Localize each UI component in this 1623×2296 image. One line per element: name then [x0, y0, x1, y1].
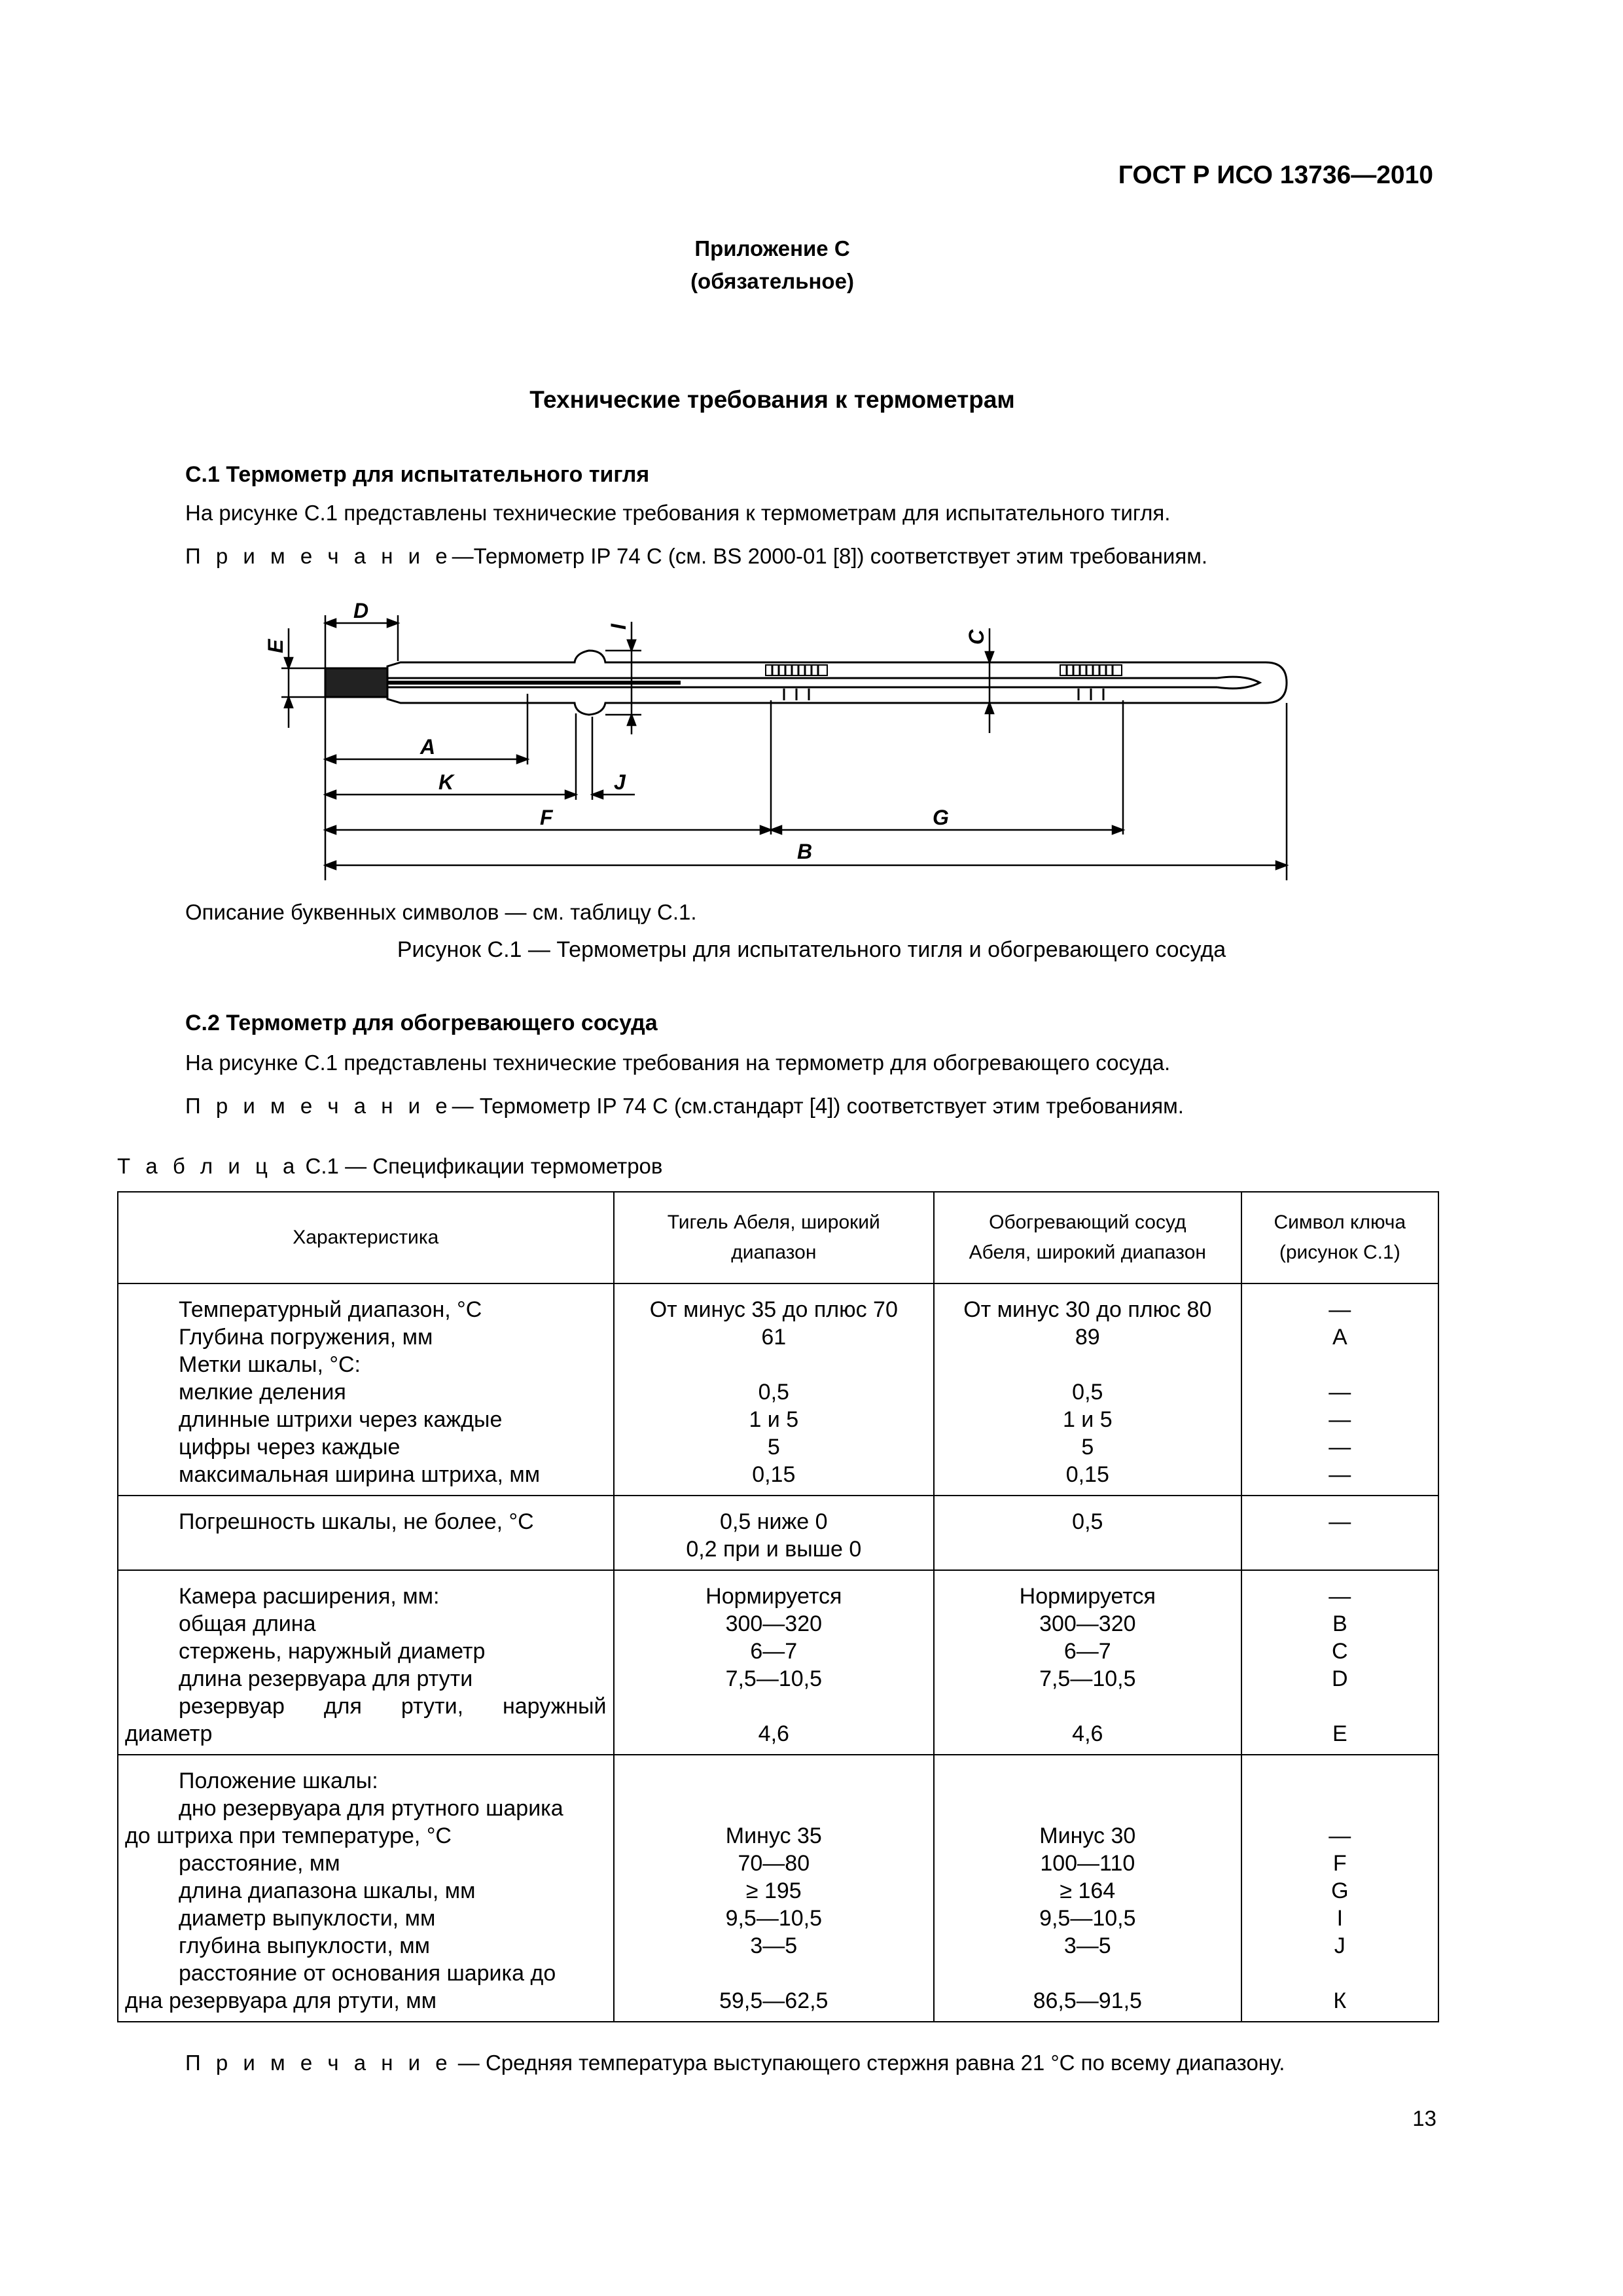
label-i: I [607, 624, 630, 630]
footer-note-label: П р и м е ч а н и е [185, 2051, 452, 2075]
table-caption-text: С.1 — Спецификации термометров [299, 1154, 663, 1178]
table-row [118, 1283, 1438, 1496]
mercury-bulb [325, 668, 387, 697]
annex-title: Приложение С [694, 236, 850, 260]
label-j: J [614, 770, 626, 794]
label-c: C [965, 629, 988, 645]
table-row [118, 1496, 1438, 1570]
label-g: G [933, 806, 949, 829]
figure-caption: Рисунок С.1 — Термометры для испытательного тигля и обогревающего сосуда [397, 937, 1226, 962]
cell-crucible: От минус 35 до плюс 70 61 0,5 1 и 5 5 0,15 [614, 1283, 934, 1496]
document-number: ГОСТ Р ИСО 13736—2010 [1118, 161, 1433, 189]
table-caption-label: Т а б л и ц а [117, 1154, 300, 1178]
thermometer-drawing [325, 651, 1287, 715]
label-b: B [797, 840, 813, 863]
spec-table [117, 1191, 1439, 2022]
label-a: A [420, 735, 436, 759]
cell-key: — [1241, 1496, 1438, 1570]
c1-heading: С.1 Термометр для испытательного тигля [185, 462, 650, 487]
c2-note-text: — Термометр IP 74 С (см.стандарт [4]) соответствует этим требованиям. [452, 1094, 1184, 1118]
c2-heading: С.2 Термометр для обогревающего сосуда [185, 1011, 658, 1035]
cell-key: — А — — — — [1241, 1283, 1438, 1496]
label-k: K [438, 770, 454, 794]
header-abel-vessel: Обогревающий сосуд Абеля, широкий диапазон [934, 1192, 1241, 1283]
cell-crucible: 0,5 ниже 0 0,2 при и выше 0 [614, 1496, 934, 1570]
table-row [118, 1755, 1438, 2022]
label-e: E [264, 639, 287, 653]
header-key-symbol: Символ ключа (рисунок С.1) [1241, 1192, 1438, 1283]
cell-characteristic: Погрешность шкалы, не более, °С [118, 1496, 614, 1570]
figure-description: Описание буквенных символов — см. таблицу С.1. [185, 900, 697, 924]
cell-characteristic: Положение шкалы: дно резервуара для ртутного шарика до штриха при температуре, °С расстояние, мм длина диапазона шкалы, мм диаметр выпуклости, мм глубина выпуклости, мм расстояние от основания шарика до дна резервуара для ртути, мм [118, 1755, 614, 2022]
scale-block-2 [1060, 665, 1122, 700]
section-title: Технические требования к термометрам [529, 386, 1015, 413]
cell-key: — В С D Е [1241, 1570, 1438, 1755]
page-number: 13 [1412, 2106, 1436, 2130]
cell-crucible: Минус 35 70—80 ≥ 195 9,5—10,5 3—5 59,5—62,5 [614, 1755, 934, 2022]
cell-characteristic: Камера расширения, мм: общая длина стержень, наружный диаметр длина резервуара для ртути резервуар для ртути, наружный диаметр [118, 1570, 614, 1755]
scale-block-1 [766, 665, 827, 700]
header-characteristic: Характеристика [118, 1192, 614, 1283]
c1-note-text: —Термометр IP 74 С (см. BS 2000-01 [8]) соответствует этим требованиям. [452, 544, 1208, 568]
cell-vessel: Нормируется 300—320 6—7 7,5—10,5 4,6 [934, 1570, 1241, 1755]
expansion-chamber [1217, 677, 1260, 689]
cell-vessel: От минус 30 до плюс 80 89 0,5 1 и 5 5 0,15 [934, 1283, 1241, 1496]
table-header-row [118, 1192, 1438, 1283]
footer-note-text: — Средняя температура выступающего стержня равна 21 °С по всему диапазону. [452, 2051, 1285, 2075]
cell-vessel: Минус 30 100—110 ≥ 164 9,5—10,5 3—5 86,5—91,5 [934, 1755, 1241, 2022]
annex-status: (обязательное) [690, 269, 854, 293]
cell-key: — F G I J К [1241, 1755, 1438, 2022]
c1-note-label: П р и м е ч а н и е [185, 544, 452, 568]
cell-characteristic: Температурный диапазон, °С Глубина погружения, мм Метки шкалы, °С: мелкие деления длинные штрихи через каждые цифры через каждые максимальная ширина штриха, мм [118, 1283, 614, 1496]
thermometer-figure [0, 0, 1623, 916]
c2-text: На рисунке С.1 представлены технические требования на термометр для обогревающего сосуда. [185, 1050, 1171, 1075]
cell-vessel: 0,5 [934, 1496, 1241, 1570]
c2-note-label: П р и м е ч а н и е [185, 1094, 452, 1118]
label-f: F [540, 806, 553, 829]
label-d: D [353, 599, 369, 622]
cell-crucible: Нормируется 300—320 6—7 7,5—10,5 4,6 [614, 1570, 934, 1755]
table-row [118, 1570, 1438, 1755]
table-caption [117, 1154, 662, 1179]
c2-note [185, 1093, 1184, 1119]
c1-text: На рисунке С.1 представлены технические требования к термометрам для испытательного тигля. [185, 501, 1171, 525]
footer-note [185, 2050, 1285, 2076]
header-abel-crucible: Тигель Абеля, широкий диапазон [614, 1192, 934, 1283]
